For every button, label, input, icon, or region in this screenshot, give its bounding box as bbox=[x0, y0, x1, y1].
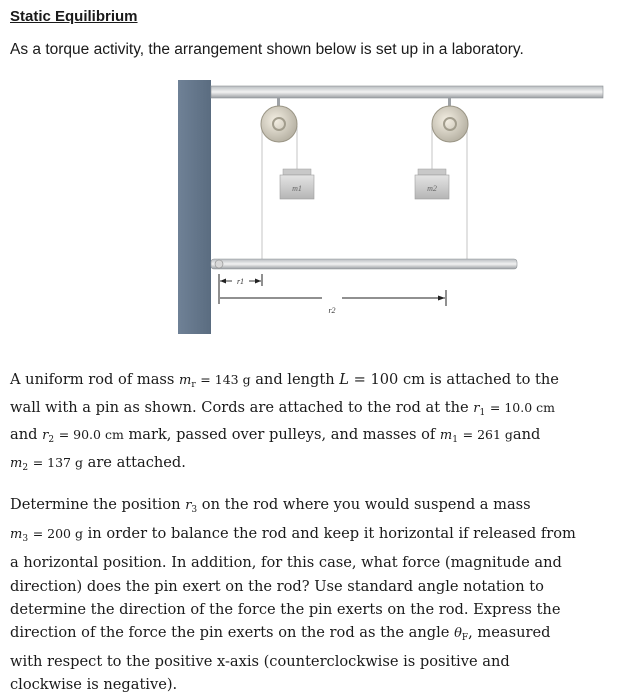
r1-label: r1 bbox=[236, 277, 245, 286]
ceiling-bar bbox=[211, 86, 603, 98]
question-line-3: a horizontal position. In addition, for this case, what force (magnitude and bbox=[10, 554, 562, 572]
mass-2 bbox=[415, 169, 449, 199]
wall bbox=[178, 80, 211, 334]
setup-line-4: $m_2 = 137$ g are attached. bbox=[10, 453, 186, 473]
setup-line-2: wall with a pin as shown. Cords are attached to the rod at the $r_1 = 10.0$ cm bbox=[10, 398, 555, 418]
question-line-8: clockwise is negative). bbox=[10, 676, 178, 694]
r2-label: r2 bbox=[328, 306, 336, 315]
mass-1-label: m1 bbox=[292, 184, 302, 193]
torque-diagram bbox=[0, 72, 630, 362]
pulley-left bbox=[261, 106, 297, 142]
question-line-1: Determine the position $r_3$ on the rod where you would suspend a mass bbox=[10, 496, 531, 515]
question-line-2: $m_3 = 200$ g in order to balance the rod and keep it horizontal if released from bbox=[10, 525, 576, 545]
mass-1 bbox=[280, 169, 314, 199]
r1-dimension bbox=[219, 274, 262, 286]
setup-line-1: A uniform rod of mass $m_r = 143$ g and length L = 100 cm is attached to the bbox=[10, 371, 559, 390]
question-line-7: with respect to the positive x-axis (counterclockwise is positive and bbox=[10, 653, 510, 671]
page-title: Static Equilibrium bbox=[10, 8, 138, 25]
question-line-4: direction) does the pin exert on the rod? Use standard angle notation to bbox=[10, 577, 544, 595]
question-line-5: determine the direction of the force the pin exerts on the rod. Express the bbox=[10, 600, 561, 618]
mass-2-label: m2 bbox=[427, 184, 437, 193]
rod bbox=[211, 259, 517, 269]
question-line-6: direction of the force the pin exerts on the rod as the angle $\theta_F$, measured bbox=[10, 624, 551, 644]
pin bbox=[215, 260, 223, 268]
r2-dimension bbox=[219, 286, 446, 315]
setup-line-3: and $r_2 = 90.0$ cm mark, passed over pulleys, and masses of $m_1 = 261$ gand bbox=[10, 426, 541, 445]
question-paragraph bbox=[10, 493, 625, 697]
pulley-right bbox=[432, 106, 468, 142]
problem-setup-paragraph bbox=[10, 369, 625, 479]
intro-text: As a torque activity, the arrangement shown below is set up in a laboratory. bbox=[10, 41, 524, 58]
